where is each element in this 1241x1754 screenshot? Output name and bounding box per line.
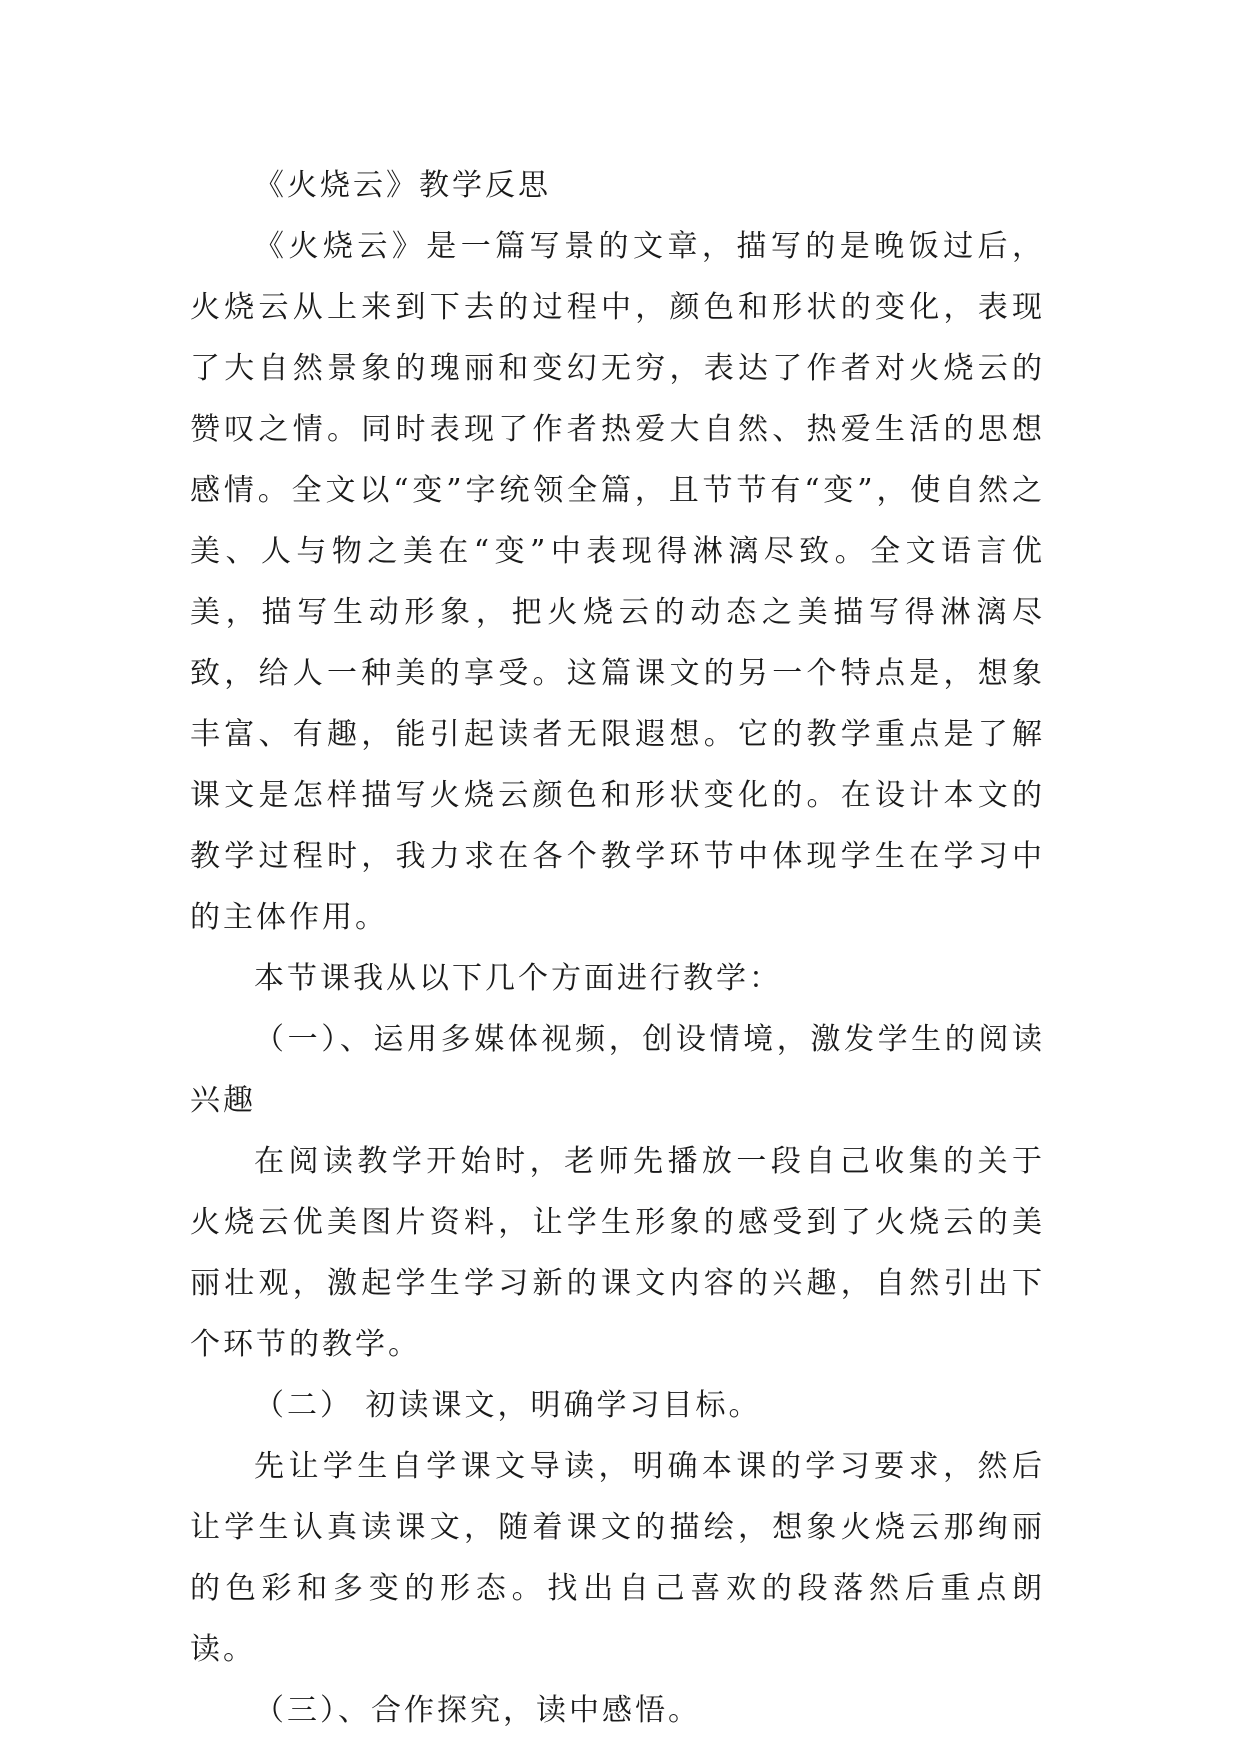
- paragraph-section-1: 在阅读教学开始时，老师先播放一段自己收集的关于火烧云优美图片资料，让学生形象的感受到了火烧云的美丽壮观，激起学生学习新的课文内容的兴趣，自然引出下个环节的教学。: [190, 1144, 1045, 1362]
- paragraph-intro: 《火烧云》是一篇写景的文章，描写的是晚饭过后，火烧云从上来到下去的过程中，颜色和形状的变化，表现了大自然景象的瑰丽和变幻无穷，表达了作者对火烧云的赞叹之情。同时表现了作者热爱大自然、热爱生活的思想感情。全文以“变”字统领全篇，且节节有“变”，使自然之美、人与物之美在“变”中表现得淋漓尽致。全文语言优美，描写生动形象，把火烧云的动态之美描写得淋漓尽致，给人一种美的享受。这篇课文的另一个特点是，想象丰富、有趣，能引起读者无限遐想。它的教学重点是了解课文是怎样描写火烧云颜色和形状变化的。在设计本文的教学过程时，我力求在各个教学环节中体现学生在学习中的主体作用。: [190, 229, 1045, 935]
- section-heading-1: （一）、运用多媒体视频，创设情境，激发学生的阅读兴趣: [190, 1022, 1045, 1118]
- document-body: [190, 155, 1045, 1741]
- section-heading-3: （三）、合作探究，读中感悟。: [254, 1693, 701, 1728]
- section-heading-2: （二） 初读课文，明确学习目标。: [254, 1388, 762, 1423]
- paragraph-section-2: 先让学生自学课文导读，明确本课的学习要求，然后让学生认真读课文，随着课文的描绘，想象火烧云那绚丽的色彩和多变的形态。找出自己喜欢的段落然后重点朗读。: [190, 1449, 1045, 1667]
- document-title: 《火烧云》教学反思: [254, 168, 551, 203]
- paragraph-overview: 本节课我从以下几个方面进行教学：: [254, 961, 782, 996]
